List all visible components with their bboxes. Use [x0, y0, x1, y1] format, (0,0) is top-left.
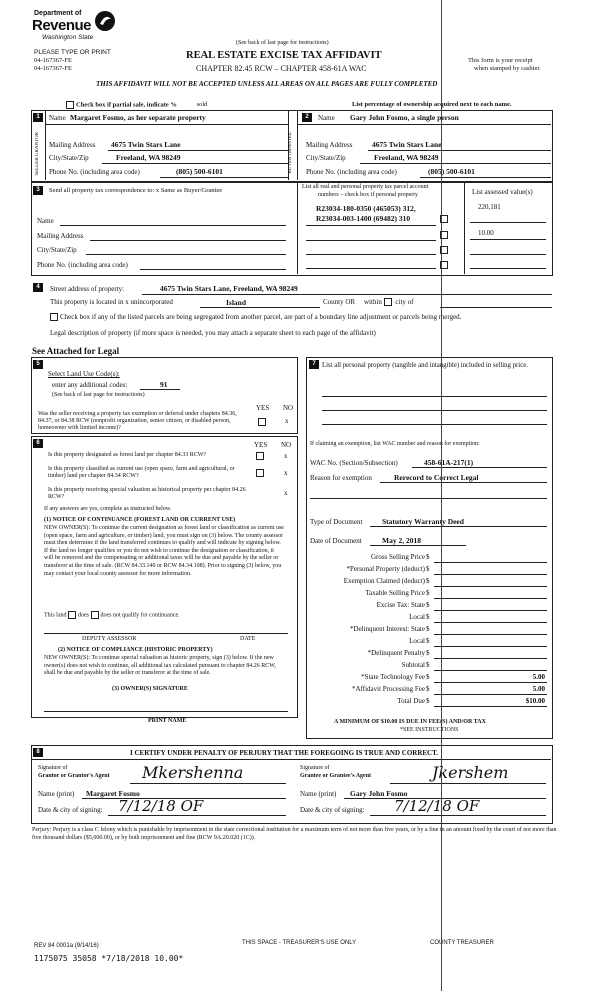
tax-row-label: Local — [409, 637, 425, 645]
s5-yes-header: YES — [256, 404, 270, 412]
historic-question: Is this property receiving special valuation as historical property per chapter 84.26 RCW? — [48, 487, 246, 500]
answers-instruction: If any answers are yes, complete as instructed below. — [44, 506, 172, 512]
tax-row — [306, 673, 551, 685]
buyer-mailing-label: Mailing Address — [306, 141, 353, 149]
tax-row-label: Exemption Claimed (deduct) — [343, 577, 425, 585]
receipt-note-2: when stamped by cashier. — [474, 65, 541, 72]
grantor-name-label: Name (print) — [38, 790, 75, 798]
assessor-date-label: DATE — [240, 636, 256, 642]
buyer-side-label: BUYER GRANTEE — [288, 132, 293, 174]
section-4-marker: 4 — [33, 283, 43, 292]
grantor-name: Margaret Fosmo — [86, 789, 140, 798]
form-number-b: 04-167367-FE — [34, 65, 72, 72]
segregated-label: Check box if any of the listed parcels are being segregated from another parcel, are part of a boundary line adjustment or parcels being merged. — [60, 313, 462, 321]
s6-no-header: NO — [281, 441, 292, 449]
tax-row-label: *State Technology Fee — [361, 673, 425, 681]
tax-row-dollar: $ — [426, 625, 430, 633]
parcel-header-1: List all real and personal property tax parcel account — [302, 184, 429, 190]
seller-name: Margaret Fosmo, as her separate property — [70, 113, 206, 122]
buyer-mailing: 4675 Twin Stars Lane — [372, 140, 442, 149]
tax-row-label: Total Due — [397, 697, 425, 705]
county-label: County OR — [323, 298, 356, 306]
wac-number: 458-61A-217(1) — [424, 458, 474, 467]
does-label: does — [78, 612, 89, 619]
tax-row-dollar: $ — [426, 697, 430, 705]
does-not-label: does not qualify for continuance. — [100, 612, 180, 619]
please-type: PLEASE TYPE OR PRINT — [34, 49, 111, 56]
street-label: Street address of property: — [50, 285, 125, 293]
buyer-phone-label: Phone No. (including area code) — [306, 168, 397, 176]
grantee-signature: Jkershem — [432, 763, 509, 782]
grantor-date-label: Date & city of signing: — [38, 806, 103, 814]
section-3-marker: 3 — [33, 186, 43, 195]
tax-row-label: Subtotal — [401, 661, 425, 669]
tax-row-dollar: $ — [426, 601, 430, 609]
tax-row-dollar: $ — [426, 649, 430, 657]
section-8-marker: 8 — [33, 748, 43, 757]
s5-yes-checkbox[interactable] — [258, 418, 266, 426]
within-row — [364, 298, 413, 306]
doc-date-label: Date of Document — [310, 537, 362, 545]
located-label: This property is located in — [50, 298, 124, 306]
buyer-city: Freeland, WA 98249 — [374, 153, 439, 162]
seller-phone-label: Phone No. (including area code) — [49, 168, 140, 176]
owner-signature-label: (3) OWNER(S) SIGNATURE — [112, 686, 188, 692]
perjury-notice: Perjury: Perjury is a class C felony which is punishable by imprisonment in the state correctional institution for a maximum term of not more than five years, or by a fine in an amount fixed by the court of not more than five thousand dollars ($5,000.00), or by both imprisonment and fine (RCW 9A.20.020 (1C)). — [32, 827, 557, 841]
tax-row-label: *Personal Property (deduct) — [346, 565, 425, 573]
buyer-name-label: Name — [318, 114, 335, 122]
q1-yes-checkbox[interactable] — [256, 452, 264, 460]
logo-line2: Revenue — [32, 17, 92, 34]
buyer-city-label: City/State/Zip — [306, 154, 346, 162]
tax-row-dollar: $ — [426, 673, 430, 681]
segregated-row — [50, 313, 461, 321]
ownership-instruction: List percentage of ownership acquired next to each name. — [352, 101, 512, 108]
seller-city-label: City/State/Zip — [49, 154, 89, 162]
doc-type-label: Type of Document — [310, 518, 363, 526]
tax-row-dollar: $ — [426, 637, 430, 645]
tax-row — [306, 565, 551, 577]
seller-mailing: 4675 Twin Stars Lane — [111, 140, 181, 149]
certify-statement: I CERTIFY UNDER PENALTY OF PERJURY THAT THE FOREGOING IS TRUE AND CORRECT. — [130, 749, 439, 757]
tax-row-dollar: $ — [426, 661, 430, 669]
see-instructions-note: *SEE INSTRUCTIONS — [400, 727, 459, 733]
continuance-text: NEW OWNER(S): To continue the current designation as forest land or classification as current use (open space, farm and agriculture, or timber) land, you must sign on (3) below. The county assessor must then determine if the land transferred continues to qualify and will indicate by signing below. If the land no longer qualifies or you do not wish to continue the designation or classification, it will be removed and the compensating or additional taxes will be due and payable by the seller or transferor at the time of sale. (RCW 84.33.140 or RCW 84.34.108). Prior to signing (3) below, you may contact your local county assessor for more information. — [44, 525, 284, 577]
see-attached-legal: See Attached for Legal — [32, 346, 120, 356]
segregated-checkbox[interactable] — [50, 313, 58, 321]
receipt-note-1: This form is your receipt — [468, 57, 533, 64]
tax-row — [306, 589, 551, 601]
current-use-question: Is this property classified as current use (open space, farm and agricultural, or timber) land per chapter 84.34 RCW? — [48, 466, 235, 479]
assessed-header: List assessed value(s) — [472, 188, 533, 196]
exemption-question: Was the seller receiving a property tax exemption or deferral under chapters 84.36, 84.37, or 84.38 RCW (nonprofit organization, senior citizen, or disabled person, homeowner with limited income)? — [38, 411, 237, 431]
grantor-date: 7/12/18 OF — [118, 797, 204, 815]
historic-text: NEW OWNER(S): To continue special valuation as historic property, sign (3) below. If the new owner(s) does not wish to continue, all additional tax calculated pursuant to chapter 84.26 RCW, shall be due and payable by the seller or transferor at the time of sale. — [44, 655, 276, 677]
grantor-signature: Mkershenna — [142, 763, 244, 782]
grantee-name-label: Name (print) — [300, 790, 337, 798]
section-2-marker: 2 — [302, 113, 312, 122]
buyer-name: Gary John Fosmo, a single person — [350, 113, 459, 122]
doc-type: Statutory Warranty Deed — [382, 517, 464, 526]
tax-row-dollar: $ — [426, 577, 430, 585]
legal-description-label: Legal description of property (if more space is needed, you may attach a separate sheet to each page of the affidavit) — [50, 329, 376, 337]
tax-row — [306, 553, 551, 565]
seller-phone: (805) 500-6101 — [176, 167, 223, 176]
tax-row-label: *Delinquent Penalty — [367, 649, 425, 657]
tax-row-label: *Affidavit Processing Fee — [352, 685, 425, 693]
tax-row-label: Taxable Selling Price — [365, 589, 425, 597]
tax-row — [306, 685, 551, 697]
page-title: REAL ESTATE EXCISE TAX AFFIDAVIT — [186, 50, 382, 61]
q2-no-mark: x — [284, 469, 288, 477]
land-qualify-row — [44, 611, 180, 619]
form-number-a: 04-167367-FE — [34, 57, 72, 64]
street-address: 4675 Twin Stars Lane, Freeland, WA 98249 — [160, 284, 298, 293]
partial-sale-label: Check box if partial sale, indicate % — [76, 101, 177, 109]
tax-row — [306, 577, 551, 589]
seller-mailing-label: Mailing Address — [49, 141, 96, 149]
parcel-2: R23034-003-1400 (69482) 310 — [316, 214, 411, 223]
land-use-code: 91 — [160, 380, 168, 389]
s5-no-mark: x — [285, 417, 289, 425]
wac-label: WAC No. (Section/Subsection) — [310, 459, 398, 467]
same-as-buyer: x Same as Buyer/Grantee — [155, 187, 223, 194]
minimum-due-note: A MINIMUM OF $10.00 IS DUE IN FEE(S) AND/OR TAX — [334, 719, 486, 725]
q2-yes-checkbox[interactable] — [256, 469, 264, 477]
tax-row-label: Excise Tax: State — [376, 601, 425, 609]
logo-line3: Washington State — [42, 34, 94, 41]
tax-row — [306, 601, 551, 613]
parcel-header-2: numbers – check box if personal property — [318, 192, 418, 198]
section-5-marker: 5 — [33, 360, 43, 369]
located-row — [50, 298, 173, 306]
s3-city-label: City/State/Zip — [37, 246, 77, 254]
q3-no-mark: x — [284, 489, 288, 497]
print-name-label: PRINT NAME — [148, 718, 187, 724]
grantee-date: 7/12/18 OF — [394, 797, 480, 815]
tax-row-value: 5.00 — [532, 673, 545, 681]
recording-stamp: 1175075 35058 *7/18/2018 10.00* — [34, 954, 184, 963]
grantee-date-label: Date & city of signing: — [300, 806, 365, 814]
s6-yes-header: YES — [254, 441, 268, 449]
grantee-sig-label-1: Signature of — [300, 765, 330, 771]
tax-row-dollar: $ — [426, 565, 430, 573]
s3-name-label: Name — [37, 217, 54, 225]
tax-row-dollar: $ — [426, 613, 430, 621]
dor-logo — [32, 10, 122, 48]
tax-row-value: 5.00 — [532, 685, 545, 693]
instructions-note: (See back of last page for instructions) — [236, 40, 329, 46]
grantor-sig-label-2: Grantor or Grantor's Agent — [38, 773, 110, 779]
land-use-back-note: (See back of last page for instructions) — [52, 392, 145, 398]
tax-row — [306, 613, 551, 625]
unincorporated: x unincorporated — [125, 298, 173, 306]
page-subtitle: CHAPTER 82.45 RCW – CHAPTER 458-61A WAC — [196, 64, 367, 73]
grantee-name: Gary John Fosmo — [350, 789, 408, 798]
section-7-marker: 7 — [309, 360, 319, 369]
county-treasurer-label: COUNTY TREASURER — [430, 940, 494, 946]
county: Island — [226, 298, 247, 307]
continuance-title: (1) NOTICE OF CONTINUANCE (FOREST LAND OR CURRENT USE) — [44, 517, 236, 523]
tax-row — [306, 625, 551, 637]
seller-side-label: SELLER GRANTOR — [35, 132, 40, 176]
seller-name-label: Name — [49, 114, 66, 122]
forest-land-question: Is this property designated as forest land per chapter 84.33 RCW? — [48, 452, 207, 458]
assessed-2: 10.00 — [478, 229, 494, 237]
partial-sale-row — [66, 101, 207, 109]
section-1-marker: 1 — [33, 113, 43, 122]
additional-codes-label: enter any additional codes: — [52, 381, 128, 389]
completion-warning: THIS AFFIDAVIT WILL NOT BE ACCEPTED UNLESS ALL AREAS ON ALL PAGES ARE FULLY COMPLETED — [96, 80, 438, 88]
does-not-checkbox[interactable] — [91, 611, 99, 619]
section-6-marker: 6 — [33, 439, 43, 448]
within-label: within — [364, 298, 382, 306]
doc-date: May 2, 2018 — [382, 536, 421, 545]
personal-property-label: List all personal property (tangible and intangible) included in selling price. — [322, 362, 528, 369]
does-checkbox[interactable] — [68, 611, 76, 619]
dor-swirl-icon — [94, 10, 116, 32]
s3-phone-label: Phone No. (including area code) — [37, 261, 128, 269]
tax-row — [306, 661, 551, 673]
scan-line — [441, 0, 442, 991]
send-correspondence-label — [49, 187, 222, 194]
partial-sale-checkbox[interactable] — [66, 101, 74, 109]
tax-row-value: $10.00 — [525, 697, 545, 705]
q1-no-mark: x — [284, 452, 288, 460]
tax-row — [306, 697, 551, 709]
logo-line1: Department of — [34, 10, 82, 17]
land-use-label: Select Land Use Code(s): — [48, 370, 120, 378]
city-of-label: city of — [395, 298, 414, 306]
s5-no-header: NO — [283, 404, 294, 412]
tax-row-label: *Delinquent Interest: State — [349, 625, 425, 633]
grantor-sig-label-1: Signature of — [38, 765, 68, 771]
within-city-checkbox[interactable] — [384, 298, 392, 306]
treasurer-use-label: THIS SPACE - TREASURER'S USE ONLY — [242, 940, 357, 946]
assessed-1: 220,181 — [478, 203, 501, 211]
tax-row-dollar: $ — [426, 589, 430, 597]
tax-row — [306, 649, 551, 661]
parcel-1: R23034-180-0350 (465053) 312, — [316, 204, 416, 213]
tax-row — [306, 637, 551, 649]
exemption-reason: Rerecord to Correct Legal — [394, 473, 479, 482]
grantee-sig-label-2: Grantee or Grantee's Agent — [300, 773, 372, 779]
tax-calculation-table — [306, 553, 551, 709]
partial-sale-sold: sold — [196, 101, 208, 109]
s3-mailing-label: Mailing Address — [37, 232, 84, 240]
deputy-assessor-label: DEPUTY ASSESSOR — [82, 636, 137, 642]
tax-row-dollar: $ — [426, 553, 430, 561]
send-label: Send all property tax correspondence to: — [49, 187, 155, 194]
buyer-phone: (805) 500-6101 — [428, 167, 475, 176]
tax-row-label: Local — [409, 613, 425, 621]
tax-row-label: Gross Selling Price — [370, 553, 425, 561]
tax-row-dollar: $ — [426, 685, 430, 693]
rev-number: REV 84 0001a (9/14/16) — [34, 943, 99, 949]
historic-title: (2) NOTICE OF COMPLIANCE (HISTORIC PROPERTY) — [58, 647, 213, 653]
reason-label: Reason for exemption — [310, 474, 372, 482]
this-land-label: This land — [44, 612, 67, 619]
exemption-claim-label: If claiming an exemption, list WAC number and reason for exemption: — [310, 441, 480, 447]
seller-city: Freeland, WA 98249 — [116, 153, 181, 162]
